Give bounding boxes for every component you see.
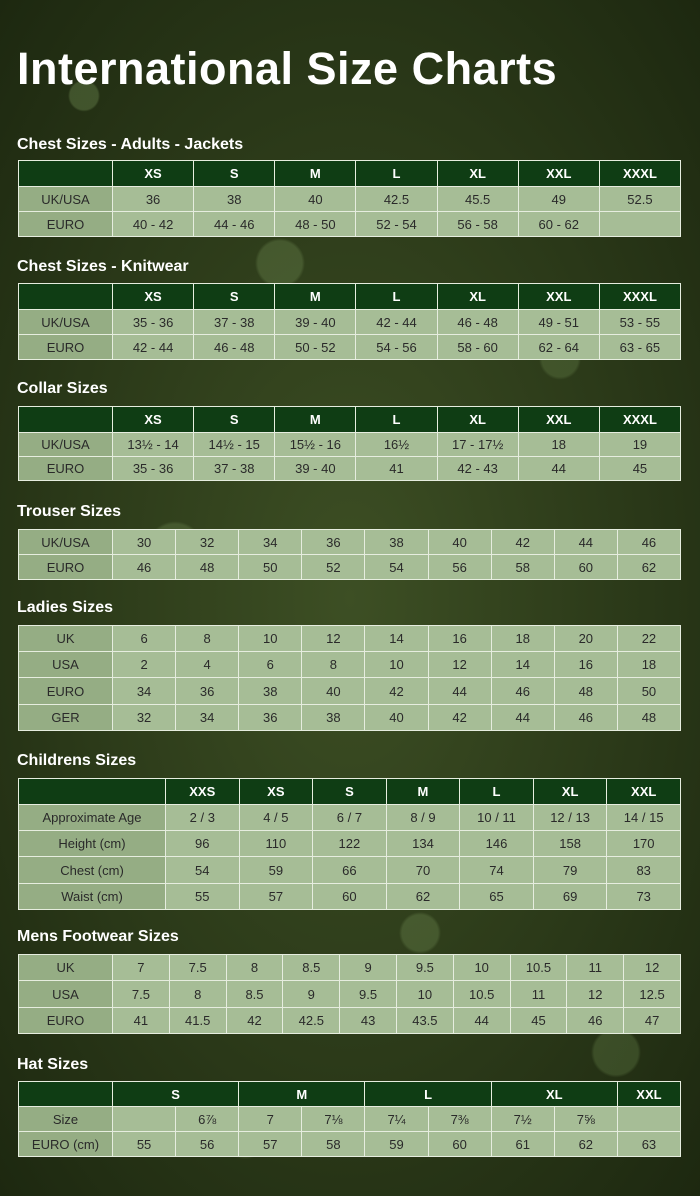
table-cell: 7½ (491, 1107, 554, 1132)
header-blank-cell (19, 1082, 113, 1107)
table-cell: 17 - 17½ (437, 433, 518, 457)
table-cell: 37 - 38 (194, 457, 275, 481)
row-label: EURO (19, 555, 113, 580)
table-cell: 57 (239, 1132, 302, 1157)
table-cell: 42 - 44 (113, 335, 194, 360)
table-cell: 38 (239, 678, 302, 705)
row-label: USA (19, 981, 113, 1008)
table-cell: 45 (510, 1008, 567, 1034)
table-row (19, 530, 681, 555)
table-cell: 10.5 (453, 981, 510, 1008)
hat-table (18, 1081, 681, 1157)
table-cell: 10 (396, 981, 453, 1008)
table-cell: 7⅜ (428, 1107, 491, 1132)
table-cell: 36 (113, 187, 194, 212)
table-cell: 40 (302, 678, 365, 705)
table-cell: 49 (518, 187, 599, 212)
table-cell: 41 (113, 1008, 170, 1034)
header-row (19, 407, 681, 433)
table-row (19, 187, 681, 212)
row-label: EURO (19, 457, 113, 481)
trouser-title: Trouser Sizes (17, 503, 122, 520)
table-cell: 10 / 11 (460, 805, 534, 831)
table-cell: 47 (624, 1008, 681, 1034)
table-cell: 8.5 (283, 955, 340, 981)
table-cell: 9 (340, 955, 397, 981)
table-cell: 57 (239, 884, 313, 910)
table-row (19, 310, 681, 335)
header-blank-cell (19, 161, 113, 187)
table-cell: 20 (554, 626, 617, 652)
table-cell: 54 - 56 (356, 335, 437, 360)
table-cell: 62 - 64 (518, 335, 599, 360)
table-cell: 8 / 9 (386, 805, 460, 831)
size-header: XXL (607, 779, 681, 805)
table-cell: 15½ - 16 (275, 433, 356, 457)
row-label: EURO (19, 335, 113, 360)
header-row (19, 284, 681, 310)
row-label: Chest (cm) (19, 857, 166, 884)
table-cell: 66 (313, 857, 387, 884)
table-cell: 4 / 5 (239, 805, 313, 831)
table-cell: 45.5 (437, 187, 518, 212)
size-header: XXL (518, 407, 599, 433)
size-header: S (194, 161, 275, 187)
table-cell: 50 - 52 (275, 335, 356, 360)
table-row (19, 805, 681, 831)
size-header: XXXL (599, 284, 680, 310)
table-cell: 14½ - 15 (194, 433, 275, 457)
table-row (19, 884, 681, 910)
table-cell: 46 - 48 (437, 310, 518, 335)
size-header: XS (113, 407, 194, 433)
table-cell: 14 / 15 (607, 805, 681, 831)
table-cell: 35 - 36 (113, 457, 194, 481)
table-cell: 36 (302, 530, 365, 555)
header-row (19, 779, 681, 805)
table-cell: 58 (491, 555, 554, 580)
row-label: EURO (19, 678, 113, 705)
row-label: UK/USA (19, 530, 113, 555)
table-cell: 42 (491, 530, 554, 555)
table-cell: 10 (365, 652, 428, 678)
table-cell: 12 (624, 955, 681, 981)
table-cell: 50 (239, 555, 302, 580)
chest-jackets-title: Chest Sizes - Adults - Jackets (17, 136, 244, 153)
table-cell: 60 (313, 884, 387, 910)
table-cell: 39 - 40 (275, 457, 356, 481)
table-cell: 30 (113, 530, 176, 555)
chest-jackets-table (18, 160, 681, 237)
table-cell: 46 (491, 678, 554, 705)
table-cell: 58 - 60 (437, 335, 518, 360)
table-cell: 9.5 (340, 981, 397, 1008)
size-header: M (386, 779, 460, 805)
table-cell: 55 (113, 1132, 176, 1157)
table-cell: 46 (567, 1008, 624, 1034)
table-cell: 7⅛ (302, 1107, 365, 1132)
table-cell: 32 (113, 705, 176, 731)
table-cell: 42.5 (356, 187, 437, 212)
ladies-title: Ladies Sizes (17, 599, 114, 616)
table-cell: 32 (176, 530, 239, 555)
table-cell: 74 (460, 857, 534, 884)
table-cell: 60 (428, 1132, 491, 1157)
table-cell: 53 - 55 (599, 310, 680, 335)
table-cell: 60 (554, 555, 617, 580)
size-header: XXS (166, 779, 240, 805)
table-cell: 36 (176, 678, 239, 705)
table-cell: 56 (428, 555, 491, 580)
size-header: L (356, 407, 437, 433)
table-cell: 10 (453, 955, 510, 981)
childrens-title: Childrens Sizes (17, 752, 137, 769)
table-cell: 158 (533, 831, 607, 857)
table-cell: 37 - 38 (194, 310, 275, 335)
table-row (19, 705, 681, 731)
size-header: M (275, 407, 356, 433)
size-header: XS (239, 779, 313, 805)
table-cell: 10 (239, 626, 302, 652)
table-cell: 38 (194, 187, 275, 212)
row-label: UK (19, 626, 113, 652)
table-cell: 45 (599, 457, 680, 481)
header-blank-cell (19, 407, 113, 433)
table-cell: 38 (302, 705, 365, 731)
table-cell: 35 - 36 (113, 310, 194, 335)
table-cell: 48 (176, 555, 239, 580)
size-header: XL (533, 779, 607, 805)
table-cell: 56 (176, 1132, 239, 1157)
table-cell: 36 (239, 705, 302, 731)
table-cell: 42 (226, 1008, 283, 1034)
table-cell: 52 - 54 (356, 212, 437, 237)
table-row (19, 652, 681, 678)
size-header: XXL (617, 1082, 680, 1107)
size-header: XS (113, 161, 194, 187)
table-row (19, 555, 681, 580)
table-cell: 46 - 48 (194, 335, 275, 360)
table-cell: 48 (554, 678, 617, 705)
table-cell: 48 (617, 705, 680, 731)
row-label: UK (19, 955, 113, 981)
table-cell: 146 (460, 831, 534, 857)
table-cell: 18 (617, 652, 680, 678)
trouser-table (18, 529, 681, 580)
table-cell: 40 (365, 705, 428, 731)
row-label: Approximate Age (19, 805, 166, 831)
table-cell: 2 (113, 652, 176, 678)
size-header: S (113, 1082, 239, 1107)
table-cell: 49 - 51 (518, 310, 599, 335)
row-label: UK/USA (19, 187, 113, 212)
table-cell: 34 (239, 530, 302, 555)
table-cell: 44 (453, 1008, 510, 1034)
table-cell: 7 (113, 955, 170, 981)
table-cell: 38 (365, 530, 428, 555)
size-header: M (275, 284, 356, 310)
table-cell: 40 - 42 (113, 212, 194, 237)
table-cell: 9.5 (396, 955, 453, 981)
header-blank-cell (19, 779, 166, 805)
table-cell: 43 (340, 1008, 397, 1034)
table-cell: 16½ (356, 433, 437, 457)
table-cell: 41.5 (169, 1008, 226, 1034)
table-cell: 16 (428, 626, 491, 652)
row-label: Size (19, 1107, 113, 1132)
table-cell: 12.5 (624, 981, 681, 1008)
size-header: L (356, 284, 437, 310)
table-cell: 52 (302, 555, 365, 580)
table-cell: 14 (365, 626, 428, 652)
size-header: M (239, 1082, 365, 1107)
size-header: M (275, 161, 356, 187)
table-cell: 41 (356, 457, 437, 481)
table-cell: 55 (166, 884, 240, 910)
table-cell: 6 (113, 626, 176, 652)
table-cell: 8.5 (226, 981, 283, 1008)
table-row (19, 626, 681, 652)
table-cell: 60 - 62 (518, 212, 599, 237)
table-cell: 7⅝ (554, 1107, 617, 1132)
table-cell: 170 (607, 831, 681, 857)
table-row (19, 457, 681, 481)
size-header: XXL (518, 161, 599, 187)
table-cell: 16 (554, 652, 617, 678)
table-cell: 12 (302, 626, 365, 652)
table-cell: 8 (176, 626, 239, 652)
table-cell: 14 (491, 652, 554, 678)
table-cell (599, 212, 680, 237)
table-cell: 134 (386, 831, 460, 857)
table-cell: 4 (176, 652, 239, 678)
size-header: L (365, 1082, 491, 1107)
table-cell: 11 (510, 981, 567, 1008)
size-header: XXXL (599, 161, 680, 187)
table-cell: 63 (617, 1132, 680, 1157)
table-cell (617, 1107, 680, 1132)
table-cell: 61 (491, 1132, 554, 1157)
table-cell: 10.5 (510, 955, 567, 981)
table-cell: 44 (518, 457, 599, 481)
table-cell: 46 (617, 530, 680, 555)
table-cell: 42.5 (283, 1008, 340, 1034)
table-row (19, 1107, 681, 1132)
table-cell: 11 (567, 955, 624, 981)
table-cell: 42 - 44 (356, 310, 437, 335)
table-cell: 65 (460, 884, 534, 910)
row-label: USA (19, 652, 113, 678)
row-label: EURO (cm) (19, 1132, 113, 1157)
table-cell: 44 (428, 678, 491, 705)
table-cell: 54 (166, 857, 240, 884)
size-header: XXXL (599, 407, 680, 433)
table-cell: 42 (428, 705, 491, 731)
table-cell: 46 (554, 705, 617, 731)
table-cell: 73 (607, 884, 681, 910)
table-cell: 9 (283, 981, 340, 1008)
table-cell: 44 (554, 530, 617, 555)
table-cell: 110 (239, 831, 313, 857)
table-cell: 22 (617, 626, 680, 652)
table-row (19, 212, 681, 237)
table-cell: 96 (166, 831, 240, 857)
table-cell: 59 (365, 1132, 428, 1157)
chest-knitwear-title: Chest Sizes - Knitwear (17, 258, 189, 275)
table-cell: 70 (386, 857, 460, 884)
header-blank-cell (19, 284, 113, 310)
table-cell: 34 (113, 678, 176, 705)
table-cell: 6⅞ (176, 1107, 239, 1132)
ladies-table (18, 625, 681, 731)
header-row (19, 1082, 681, 1107)
size-header: XXL (518, 284, 599, 310)
table-cell: 44 (491, 705, 554, 731)
table-cell: 2 / 3 (166, 805, 240, 831)
table-cell: 43.5 (396, 1008, 453, 1034)
table-cell: 7.5 (169, 955, 226, 981)
row-label: UK/USA (19, 310, 113, 335)
table-cell: 8 (302, 652, 365, 678)
table-cell: 7 (239, 1107, 302, 1132)
table-cell: 62 (386, 884, 460, 910)
table-cell: 50 (617, 678, 680, 705)
table-cell: 19 (599, 433, 680, 457)
table-cell: 18 (518, 433, 599, 457)
table-cell: 59 (239, 857, 313, 884)
size-header: S (194, 407, 275, 433)
table-cell: 34 (176, 705, 239, 731)
table-cell: 12 / 13 (533, 805, 607, 831)
table-cell: 12 (428, 652, 491, 678)
page-title: International Size Charts (17, 43, 558, 94)
table-cell: 54 (365, 555, 428, 580)
childrens-table (18, 778, 681, 910)
table-cell: 8 (226, 955, 283, 981)
collar-title: Collar Sizes (17, 380, 108, 397)
table-cell: 56 - 58 (437, 212, 518, 237)
table-cell: 39 - 40 (275, 310, 356, 335)
table-cell: 69 (533, 884, 607, 910)
row-label: EURO (19, 212, 113, 237)
table-cell: 62 (617, 555, 680, 580)
table-cell: 46 (113, 555, 176, 580)
chest-knitwear-table (18, 283, 681, 360)
table-cell: 40 (428, 530, 491, 555)
size-header: L (356, 161, 437, 187)
table-row (19, 955, 681, 981)
footwear-title: Mens Footwear Sizes (17, 928, 179, 945)
size-header: XS (113, 284, 194, 310)
table-cell: 63 - 65 (599, 335, 680, 360)
table-cell: 48 - 50 (275, 212, 356, 237)
table-row (19, 678, 681, 705)
table-cell: 83 (607, 857, 681, 884)
size-header: S (313, 779, 387, 805)
size-header: XL (491, 1082, 617, 1107)
footwear-table (18, 954, 681, 1034)
row-label: Height (cm) (19, 831, 166, 857)
table-cell: 42 (365, 678, 428, 705)
row-label: UK/USA (19, 433, 113, 457)
table-cell: 7¼ (365, 1107, 428, 1132)
row-label: Waist (cm) (19, 884, 166, 910)
size-header: S (194, 284, 275, 310)
table-cell: 52.5 (599, 187, 680, 212)
table-row (19, 857, 681, 884)
size-header: XL (437, 284, 518, 310)
table-cell: 7.5 (113, 981, 170, 1008)
table-row (19, 335, 681, 360)
table-row (19, 433, 681, 457)
table-cell: 42 - 43 (437, 457, 518, 481)
table-cell: 18 (491, 626, 554, 652)
row-label: GER (19, 705, 113, 731)
size-header: XL (437, 407, 518, 433)
table-cell: 44 - 46 (194, 212, 275, 237)
table-cell: 6 / 7 (313, 805, 387, 831)
header-row (19, 161, 681, 187)
table-cell: 8 (169, 981, 226, 1008)
table-cell: 12 (567, 981, 624, 1008)
table-row (19, 981, 681, 1008)
hat-title: Hat Sizes (17, 1056, 89, 1073)
table-row (19, 1008, 681, 1034)
collar-table (18, 406, 681, 481)
table-cell: 122 (313, 831, 387, 857)
table-cell: 62 (554, 1132, 617, 1157)
table-cell: 6 (239, 652, 302, 678)
size-header: XL (437, 161, 518, 187)
table-cell: 58 (302, 1132, 365, 1157)
row-label: EURO (19, 1008, 113, 1034)
size-header: L (460, 779, 534, 805)
table-row (19, 831, 681, 857)
table-cell (113, 1107, 176, 1132)
table-cell: 40 (275, 187, 356, 212)
table-cell: 13½ - 14 (113, 433, 194, 457)
table-cell: 79 (533, 857, 607, 884)
table-row (19, 1132, 681, 1157)
